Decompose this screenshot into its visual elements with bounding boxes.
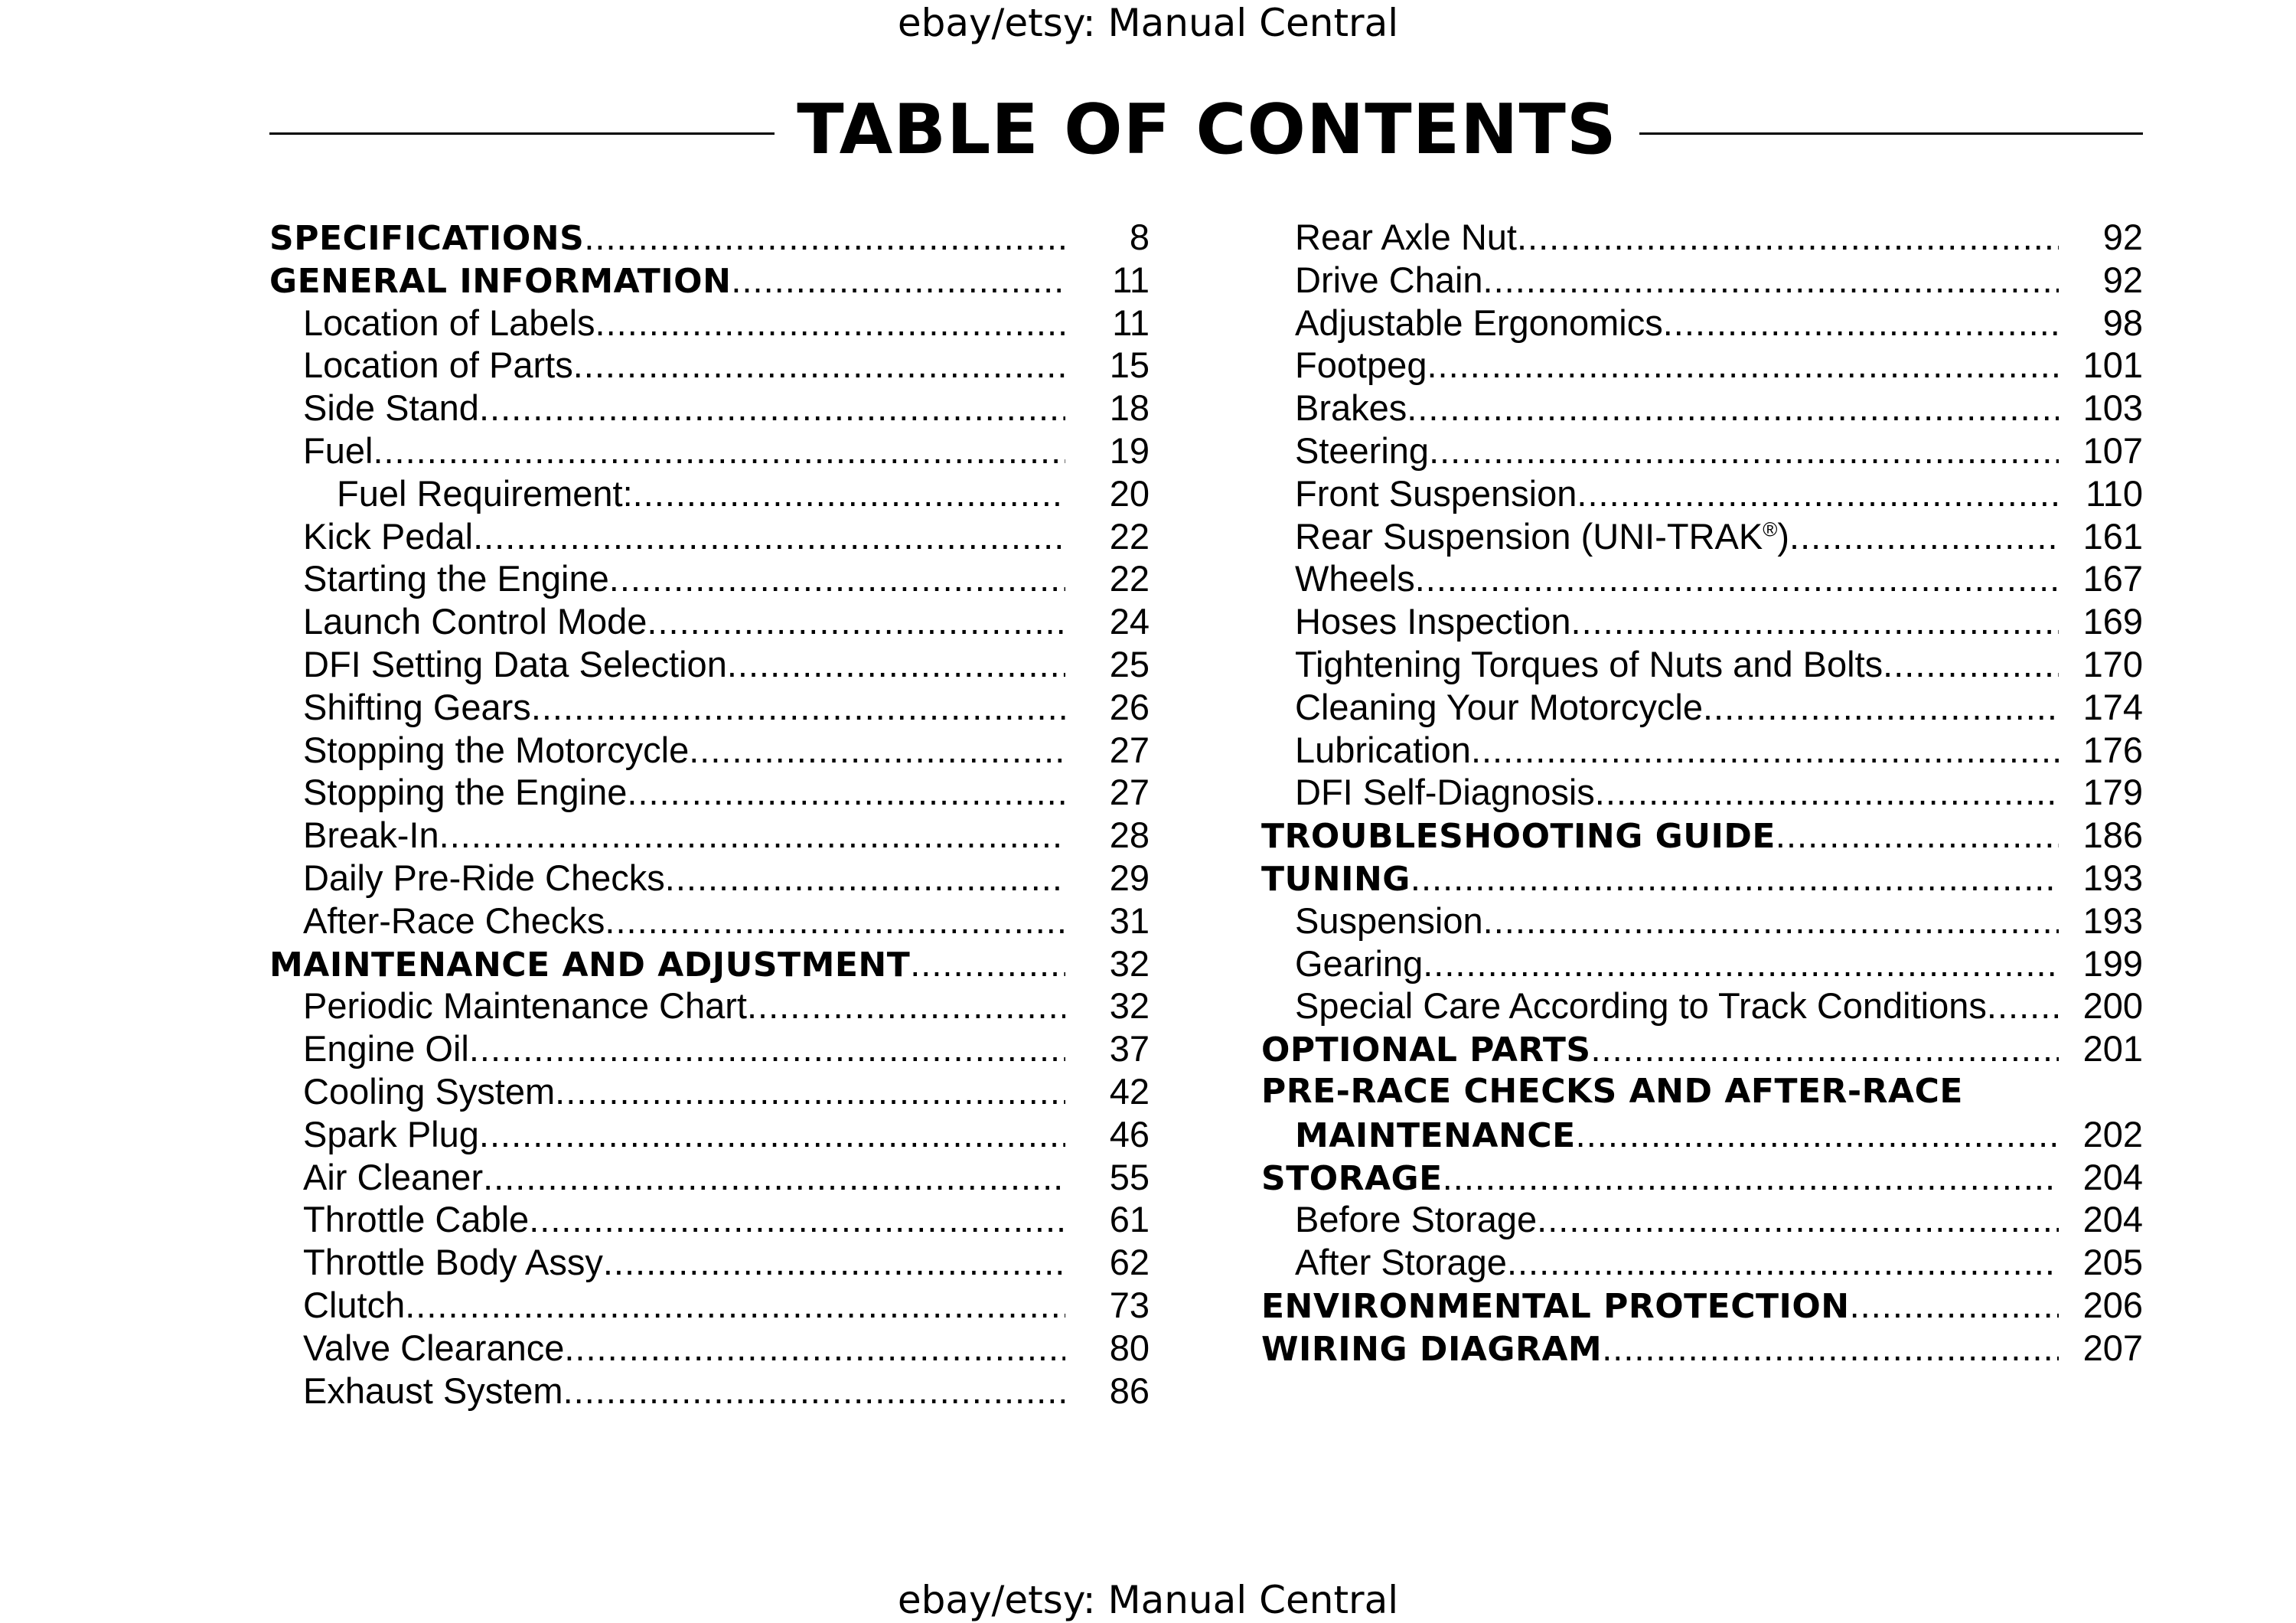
- toc-entry[interactable]: [269, 729, 1150, 772]
- toc-leader-dots: [1576, 1113, 2059, 1156]
- toc-entry[interactable]: [1261, 259, 2143, 302]
- toc-entry[interactable]: [269, 472, 1150, 515]
- toc-leader-dots: [1427, 344, 2059, 387]
- toc-entry-label: Stopping the Motorcycle: [303, 729, 690, 770]
- toc-page-number: 169: [2082, 601, 2143, 642]
- toc-leader-dots: [529, 1198, 1065, 1241]
- toc-entry-label: Stopping the Engine: [303, 772, 628, 813]
- toc-leader-dots: [1577, 472, 2059, 515]
- toc-page-number: 193: [2082, 900, 2143, 941]
- toc-leader-dots: [910, 942, 1065, 985]
- toc-page-number: 98: [2102, 302, 2143, 343]
- toc-entry-label: Steering: [1295, 429, 1430, 471]
- toc-left-column: [269, 216, 1150, 1412]
- toc-leader-dots: [1411, 857, 2059, 900]
- toc-leader-dots: [1537, 1198, 2059, 1241]
- toc-page-number: 55: [1109, 1156, 1150, 1197]
- toc-entry[interactable]: [1261, 900, 2143, 942]
- toc-entry[interactable]: [1261, 1327, 2143, 1370]
- toc-entry[interactable]: [269, 814, 1150, 857]
- toc-leader-dots: [747, 985, 1065, 1027]
- toc-entry-label: Rear Axle Nut: [1295, 217, 1517, 257]
- toc-entry[interactable]: [269, 1370, 1150, 1412]
- toc-entry-label: STORAGE: [1261, 1158, 1443, 1198]
- toc-page-number: 186: [2082, 815, 2143, 856]
- toc-entry[interactable]: [269, 643, 1150, 686]
- toc-entry[interactable]: [1261, 1070, 2143, 1113]
- toc-leader-dots: [531, 686, 1065, 729]
- toc-entry[interactable]: [269, 600, 1150, 643]
- toc-entry-label: PRE-RACE CHECKS AND AFTER-RACE: [1261, 1071, 1963, 1111]
- toc-entry-label: Kick Pedal: [303, 515, 474, 557]
- toc-entry[interactable]: [269, 942, 1150, 985]
- toc-leader-dots: [605, 900, 1065, 942]
- toc-page-number: 61: [1109, 1199, 1150, 1240]
- toc-entry[interactable]: [1261, 771, 2143, 814]
- toc-leader-dots: [1429, 429, 2059, 472]
- toc-entry[interactable]: [1261, 643, 2143, 686]
- toc-page-number: 22: [1109, 515, 1150, 557]
- toc-entry-label: TROUBLESHOOTING GUIDE: [1261, 817, 1776, 857]
- toc-entry[interactable]: [269, 1198, 1150, 1241]
- toc-entry-label: Rear Suspension (UNI-TRAK®): [1295, 515, 1790, 557]
- toc-entry-label: Daily Pre-Ride Checks: [303, 857, 665, 898]
- toc-leader-dots: [563, 1370, 1065, 1412]
- toc-entry-label: Wheels: [1295, 558, 1415, 599]
- toc-entry-label: Break-In: [303, 815, 439, 856]
- toc-entry[interactable]: [269, 302, 1150, 345]
- toc-leader-dots: [405, 1284, 1065, 1327]
- toc-entry[interactable]: [1261, 1241, 2143, 1284]
- toc-entry[interactable]: [269, 216, 1150, 259]
- toc-entry[interactable]: [1261, 387, 2143, 429]
- toc-page-number: 20: [1109, 472, 1150, 514]
- toc-page-number: 199: [2082, 942, 2143, 984]
- toc-page-number: 207: [2082, 1327, 2143, 1368]
- toc-page-number: 19: [1109, 429, 1150, 471]
- toc-entry-label: MAINTENANCE: [1295, 1115, 1576, 1155]
- toc-entry-label: Throttle Body Assy: [303, 1242, 603, 1283]
- toc-leader-dots: [633, 472, 1065, 515]
- toc-leader-dots: [727, 643, 1065, 686]
- toc-entry-label: Spark Plug: [303, 1113, 479, 1154]
- toc-page-number: 170: [2082, 643, 2143, 684]
- toc-page-number: 37: [1109, 1028, 1150, 1069]
- toc-entry[interactable]: [1261, 686, 2143, 729]
- toc-entry[interactable]: [269, 387, 1150, 429]
- toc-entry-label: Front Suspension: [1295, 472, 1577, 514]
- toc-entry-label: Air Cleaner: [303, 1156, 484, 1197]
- toc-entry-label: SPECIFICATIONS: [269, 219, 585, 258]
- toc-entry[interactable]: [1261, 216, 2143, 259]
- toc-entry[interactable]: [269, 429, 1150, 472]
- toc-entry-label: Valve Clearance: [303, 1327, 565, 1368]
- toc-leader-dots: [647, 600, 1065, 643]
- toc-page-number: 42: [1109, 1070, 1150, 1112]
- toc-entry[interactable]: [1261, 557, 2143, 600]
- toc-page-number: 26: [1109, 686, 1150, 727]
- toc-page-number: 15: [1109, 345, 1150, 386]
- toc-entry-label: After Storage: [1295, 1242, 1507, 1283]
- toc-entry-label: After-Race Checks: [303, 900, 605, 941]
- toc-leader-dots: [603, 1241, 1065, 1284]
- toc-entry[interactable]: [1261, 814, 2143, 857]
- toc-entry-label: Tightening Torques of Nuts and Bolts: [1295, 643, 1883, 684]
- registered-mark: ®: [1763, 517, 1778, 540]
- toc-entry-label: Drive Chain: [1295, 259, 1483, 300]
- toc-leader-dots: [1423, 942, 2059, 985]
- toc-entry[interactable]: [269, 1027, 1150, 1070]
- toc-entry[interactable]: [269, 771, 1150, 814]
- toc-leader-dots: [1987, 985, 2059, 1027]
- toc-page-number: 176: [2082, 729, 2143, 770]
- toc-page-number: 32: [1109, 942, 1150, 984]
- toc-entry-label: TUNING: [1261, 859, 1411, 899]
- toc-page-number: 31: [1109, 900, 1150, 941]
- toc-entry[interactable]: [269, 686, 1150, 729]
- toc-entry[interactable]: [269, 344, 1150, 387]
- toc-leader-dots: [1471, 729, 2059, 772]
- toc-entry-label: Adjustable Ergonomics: [1295, 302, 1663, 343]
- toc-entry-label: Brakes: [1295, 387, 1407, 429]
- toc-page-number: 80: [1109, 1327, 1150, 1368]
- toc-page-number: 174: [2082, 686, 2143, 727]
- toc-entry-label: DFI Setting Data Selection: [303, 643, 727, 684]
- toc-page-number: 62: [1109, 1242, 1150, 1283]
- toc-page-number: 161: [2082, 515, 2143, 557]
- toc-page-number: 92: [2102, 259, 2143, 300]
- toc-entry[interactable]: [1261, 429, 2143, 472]
- toc-entry[interactable]: [269, 985, 1150, 1027]
- toc-page-number: 27: [1109, 772, 1150, 813]
- toc-page-number: 86: [1109, 1370, 1150, 1411]
- toc-leader-dots: [609, 557, 1065, 600]
- toc-leader-dots: [1703, 686, 2059, 729]
- toc-leader-dots: [1776, 814, 2059, 857]
- toc-leader-dots: [1789, 515, 2059, 558]
- toc-entry[interactable]: [269, 1070, 1150, 1113]
- toc-leader-dots: [1483, 259, 2059, 302]
- toc-entry-label: Location of Parts: [303, 345, 573, 386]
- toc-page-number: 8: [1129, 217, 1150, 257]
- toc-leader-dots: [1591, 1027, 2059, 1070]
- toc-entry-label: Exhaust System: [303, 1370, 563, 1411]
- toc-leader-dots: [1850, 1284, 2059, 1327]
- toc-entry-label: Engine Oil: [303, 1028, 469, 1069]
- toc-page-number: 201: [2082, 1028, 2143, 1069]
- toc-page-number: 206: [2082, 1284, 2143, 1325]
- toc-page-number: 46: [1109, 1113, 1150, 1154]
- toc-entry[interactable]: [269, 1327, 1150, 1370]
- toc-entry[interactable]: [1261, 1027, 2143, 1070]
- toc-entry[interactable]: [269, 1241, 1150, 1284]
- toc-page-number: 110: [2086, 472, 2143, 514]
- toc-page-number: 200: [2082, 985, 2143, 1027]
- toc-leader-dots: [479, 1113, 1065, 1156]
- title-rule-right: [1639, 132, 2143, 135]
- toc-entry[interactable]: [1261, 985, 2143, 1027]
- toc-entry-label: Starting the Engine: [303, 558, 609, 599]
- toc-leader-dots: [1571, 600, 2059, 643]
- toc-entry[interactable]: [269, 900, 1150, 942]
- toc-leader-dots: [1663, 302, 2059, 345]
- toc-entry[interactable]: [1261, 729, 2143, 772]
- toc-page-number: 73: [1109, 1284, 1150, 1325]
- toc-entry-label: MAINTENANCE AND ADJUSTMENT: [269, 945, 911, 985]
- toc-leader-dots: [479, 387, 1065, 429]
- toc-entry-label: DFI Self-Diagnosis: [1295, 772, 1595, 813]
- toc-page-number: 179: [2082, 772, 2143, 813]
- watermark-top: ebay/etsy: Manual Central: [897, 1, 1399, 45]
- toc-right-column: [1261, 216, 2143, 1370]
- toc-entry[interactable]: [1261, 1284, 2143, 1327]
- toc-page-number: 103: [2082, 387, 2143, 429]
- toc-leader-dots: [627, 771, 1065, 814]
- toc-leader-dots: [1883, 643, 2059, 686]
- toc-entry[interactable]: [269, 259, 1150, 302]
- page-title: TABLE OF CONTENTS: [797, 90, 1617, 170]
- toc-page-number: 22: [1109, 558, 1150, 599]
- toc-entry-label: Launch Control Mode: [303, 601, 647, 642]
- toc-page-number: 11: [1112, 259, 1150, 300]
- toc-entry[interactable]: [1261, 942, 2143, 985]
- toc-entry-label: Lubrication: [1295, 729, 1471, 770]
- toc-leader-dots: [1415, 557, 2059, 600]
- toc-entry[interactable]: [269, 1284, 1150, 1327]
- toc-entry-label: Throttle Cable: [303, 1199, 530, 1240]
- toc-leader-dots: [373, 429, 1065, 472]
- toc-page-number: 11: [1112, 302, 1150, 343]
- toc-leader-dots: [595, 302, 1065, 345]
- toc-page-number: 29: [1109, 857, 1150, 898]
- toc-page-number: 107: [2082, 429, 2143, 471]
- toc-entry-label: Periodic Maintenance Chart: [303, 985, 747, 1027]
- toc-entry-label: WIRING DIAGRAM: [1261, 1329, 1603, 1369]
- toc-leader-dots: [473, 515, 1065, 558]
- toc-page-number: 28: [1109, 815, 1150, 856]
- toc-leader-dots: [1602, 1327, 2059, 1370]
- toc-entry[interactable]: [1261, 302, 2143, 345]
- toc-page-number: 204: [2082, 1156, 2143, 1197]
- toc-page-number: 202: [2082, 1113, 2143, 1154]
- toc-entry-label: GENERAL INFORMATION: [269, 261, 732, 301]
- toc-entry[interactable]: [269, 1113, 1150, 1156]
- toc-entry-label: Special Care According to Track Conditions: [1295, 985, 1987, 1027]
- toc-page-number: 32: [1109, 985, 1150, 1027]
- toc-leader-dots: [689, 729, 1065, 772]
- toc-leader-dots: [469, 1027, 1065, 1070]
- toc-entry[interactable]: [1261, 857, 2143, 900]
- toc-leader-dots: [1483, 900, 2059, 942]
- toc-entry[interactable]: [1261, 344, 2143, 387]
- toc-leader-dots: [1507, 1241, 2059, 1284]
- toc-entry-label: Footpeg: [1295, 345, 1427, 386]
- toc-page-number: 101: [2082, 345, 2143, 386]
- toc-leader-dots: [564, 1327, 1065, 1370]
- toc-entry-label: Location of Labels: [303, 302, 595, 343]
- toc-page-number: 25: [1109, 643, 1150, 684]
- toc-entry-label: Side Stand: [303, 387, 479, 429]
- toc-entry-label: Fuel: [303, 429, 373, 471]
- toc-entry[interactable]: [1261, 1156, 2143, 1199]
- toc-leader-dots: [1407, 387, 2059, 429]
- toc-entry[interactable]: [269, 857, 1150, 900]
- toc-entry-label: Before Storage: [1295, 1199, 1538, 1240]
- toc-leader-dots: [555, 1070, 1065, 1113]
- toc-entry-label: Shifting Gears: [303, 686, 531, 727]
- toc-leader-dots: [573, 344, 1065, 387]
- toc-entry[interactable]: [1261, 1113, 2143, 1156]
- watermark-bottom: ebay/etsy: Manual Central: [897, 1578, 1399, 1622]
- title-rule-left: [269, 132, 775, 135]
- toc-leader-dots: [731, 259, 1065, 302]
- toc-entry[interactable]: [269, 557, 1150, 600]
- toc-leader-dots: [483, 1156, 1065, 1199]
- toc-page-number: 18: [1109, 387, 1150, 429]
- toc-leader-dots: [439, 814, 1065, 857]
- toc-entry-label: Fuel Requirement:: [337, 472, 633, 514]
- toc-page-number: 204: [2082, 1199, 2143, 1240]
- toc-entry-label: Suspension: [1295, 900, 1483, 941]
- toc-entry[interactable]: [1261, 515, 2143, 558]
- toc-entry[interactable]: [269, 515, 1150, 558]
- toc-entry-label: Cleaning Your Motorcycle: [1295, 686, 1703, 727]
- toc-page-number: 24: [1109, 601, 1150, 642]
- toc-leader-dots: [584, 216, 1065, 259]
- toc-entry[interactable]: [269, 1156, 1150, 1199]
- toc-leader-dots: [665, 857, 1065, 900]
- toc-page-number: 92: [2102, 217, 2143, 257]
- toc-entry[interactable]: [1261, 1198, 2143, 1241]
- toc-entry-label: Gearing: [1295, 942, 1424, 984]
- toc-entry-label: Hoses Inspection: [1295, 601, 1571, 642]
- toc-entry-label: ENVIRONMENTAL PROTECTION: [1261, 1286, 1850, 1326]
- toc-entry[interactable]: [1261, 600, 2143, 643]
- toc-entry-label: Clutch: [303, 1284, 406, 1325]
- toc-page-number: 167: [2082, 558, 2143, 599]
- toc-entry-label: OPTIONAL PARTS: [1261, 1030, 1591, 1070]
- toc-page-number: 27: [1109, 729, 1150, 770]
- toc-entry[interactable]: [1261, 472, 2143, 515]
- title-row: [269, 80, 2143, 180]
- toc-page-number: 193: [2082, 857, 2143, 898]
- toc-entry-label: Cooling System: [303, 1070, 556, 1112]
- toc-leader-dots: [1517, 216, 2059, 259]
- toc-leader-dots: [1443, 1156, 2059, 1199]
- toc-page-number: 205: [2082, 1242, 2143, 1283]
- toc-leader-dots: [1595, 771, 2059, 814]
